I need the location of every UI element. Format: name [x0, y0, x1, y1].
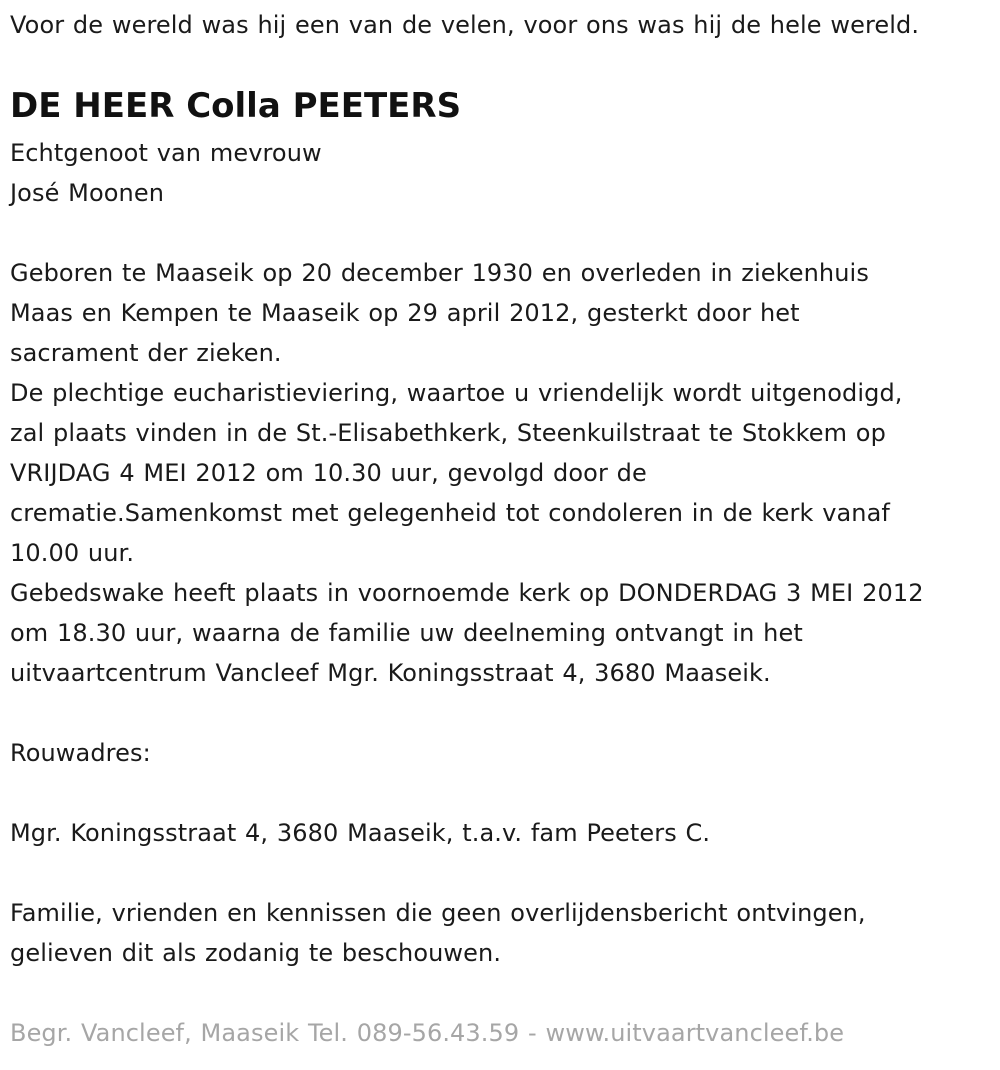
obituary-body [10, 253, 924, 973]
notice-line: Familie, vrienden en kennissen die geen overlijdensbericht ontvingen, [10, 899, 866, 927]
spouse-line: Echtgenoot van mevrouw [10, 139, 322, 167]
body-line: Gebedswake heeft plaats in voornoemde kerk op DONDERDAG 3 MEI 2012 [10, 579, 924, 607]
spacer [10, 693, 924, 733]
body-line: sacrament der zieken. [10, 339, 282, 367]
spouse-block [10, 133, 322, 213]
spouse-name: José Moonen [10, 179, 165, 207]
body-line: uitvaartcentrum Vancleef Mgr. Koningsstraat 4, 3680 Maaseik. [10, 659, 771, 687]
body-line: crematie.Samenkomst met gelegenheid tot condoleren in de kerk vanaf [10, 499, 890, 527]
body-line: zal plaats vinden in de St.-Elisabethkerk, Steenkuilstraat te Stokkem op [10, 419, 886, 447]
spacer [10, 773, 924, 813]
body-line: VRIJDAG 4 MEI 2012 om 10.30 uur, gevolgd door de [10, 459, 647, 487]
body-line: 10.00 uur. [10, 539, 135, 567]
mourning-address-label: Rouwadres: [10, 739, 151, 767]
body-line: Geboren te Maaseik op 20 december 1930 en overleden in ziekenhuis [10, 259, 869, 287]
spacer [10, 853, 924, 893]
notice-line: gelieven dit als zodanig te beschouwen. [10, 939, 502, 967]
funeral-home-footer: Begr. Vancleef, Maaseik Tel. 089-56.43.59 - www.uitvaartvancleef.be [10, 1019, 845, 1047]
body-line: om 18.30 uur, waarna de familie uw deelneming ontvangt in het [10, 619, 803, 647]
body-line: De plechtige eucharistieviering, waartoe u vriendelijk wordt uitgenodigd, [10, 379, 903, 407]
memorial-quote: Voor de wereld was hij een van de velen, voor ons was hij de hele wereld. [10, 11, 920, 39]
body-line: Maas en Kempen te Maaseik op 29 april 2012, gesterkt door het [10, 299, 800, 327]
mourning-address: Mgr. Koningsstraat 4, 3680 Maaseik, t.a.v. fam Peeters C. [10, 819, 711, 847]
deceased-name: DE HEER Colla PEETERS [10, 86, 462, 126]
